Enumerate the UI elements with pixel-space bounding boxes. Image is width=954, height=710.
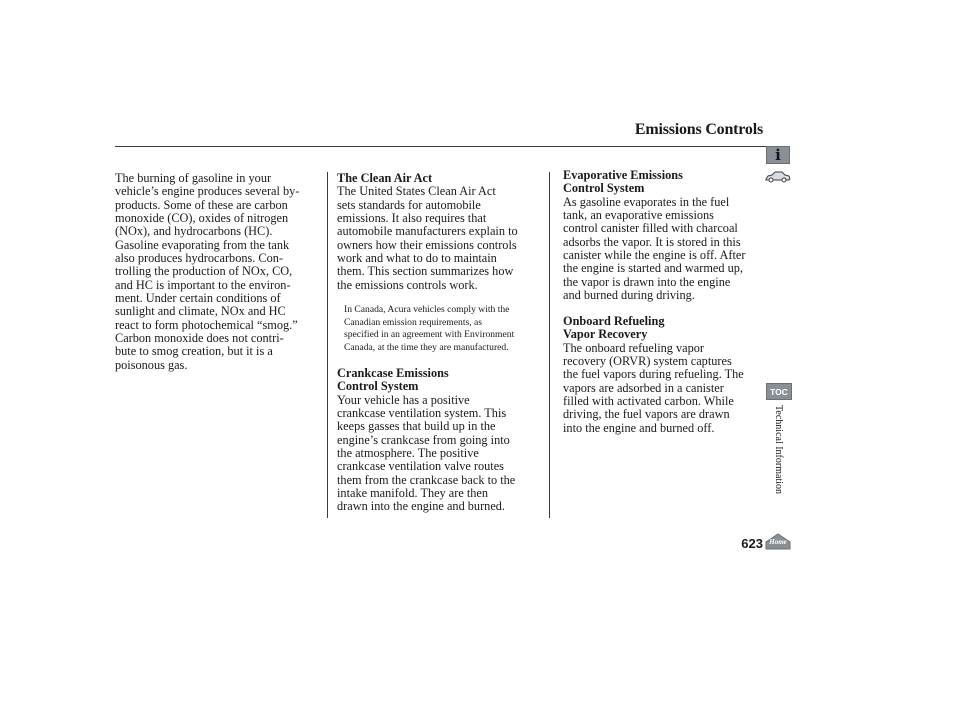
crankcase-heading: Crankcase Emissions Control System xyxy=(337,366,449,394)
column-divider-2 xyxy=(549,172,550,518)
page-title: Emissions Controls xyxy=(634,121,763,138)
crankcase-paragraph: Your vehicle has a positive crankcase ventilation system. This keeps gasses that build up in the engine’s crankcase from going into the atmosphere. The positive crankcase ventilation valve routes them from the crankcase back to the intake manifold. They are then drawn into the engine and burned. xyxy=(337,392,516,514)
evap-heading: Evaporative Emissions Control System xyxy=(563,168,683,196)
evap-paragraph: As gasoline evaporates in the fuel tank, an evaporative emissions control canister filled with charcoal adsorbs the vapor. It is stored in this canister while the engine is off. After the engine is started and warmed up, the vapor is drawn into the engine and burned during driving. xyxy=(563,194,746,303)
orvr-section xyxy=(563,315,768,435)
section-tab-label: Technical Information xyxy=(773,405,784,494)
intro-column xyxy=(115,172,325,372)
home-label: Home xyxy=(769,538,787,546)
toc-button[interactable] xyxy=(766,383,792,400)
toc-label: TOC xyxy=(770,386,788,397)
clean-air-heading: The Clean Air Act xyxy=(337,171,433,185)
orvr-heading: Onboard Refueling Vapor Recovery xyxy=(563,314,665,342)
home-button[interactable] xyxy=(765,533,791,550)
clean-air-paragraph: The United States Clean Air Act sets standards for automobile emissions. It also requires that automobile manufacturers explain to owners how their emissions controls work and what to do to maintain them. This section summarizes how the emissions controls work. xyxy=(337,184,518,292)
crankcase-section xyxy=(337,367,547,514)
intro-paragraph: The burning of gasoline in your vehicle’s engine produces several by- products. Some of these are carbon monoxide (CO), oxides of nitrogen (NOx), and hydrocarbons (HC). Gasoline evaporating from the tank also produces hydrocarbons. Con- trolling the production of NOx, CO, and HC is important to the environ- ment. Under certain conditions of sunlight and climate, NOx and HC react to form photochemical “smog.” Carbon monoxide does not contri- bute to smog creation, but it is a poisonous gas. xyxy=(115,171,300,372)
canada-note: In Canada, Acura vehicles comply with the Canadian emission requirements, as specified in an agreement with Environment Canada, at the time they are manufactured. xyxy=(344,304,515,353)
column-divider-1 xyxy=(327,172,328,518)
info-icon: i xyxy=(775,146,781,164)
evap-section xyxy=(563,169,768,302)
vehicle-button[interactable] xyxy=(764,168,791,184)
page-number: 623 xyxy=(741,536,763,551)
orvr-paragraph: The onboard refueling vapor recovery (ORVR) system captures the fuel vapors during refueling. The vapors are adsorbed in a canister filled with activated carbon. While driving, the fuel vapors are drawn into the engine and burned off. xyxy=(563,340,744,435)
header-rule xyxy=(115,146,766,147)
clean-air-section xyxy=(337,172,547,292)
info-button[interactable] xyxy=(766,146,790,164)
car-icon xyxy=(764,168,791,184)
